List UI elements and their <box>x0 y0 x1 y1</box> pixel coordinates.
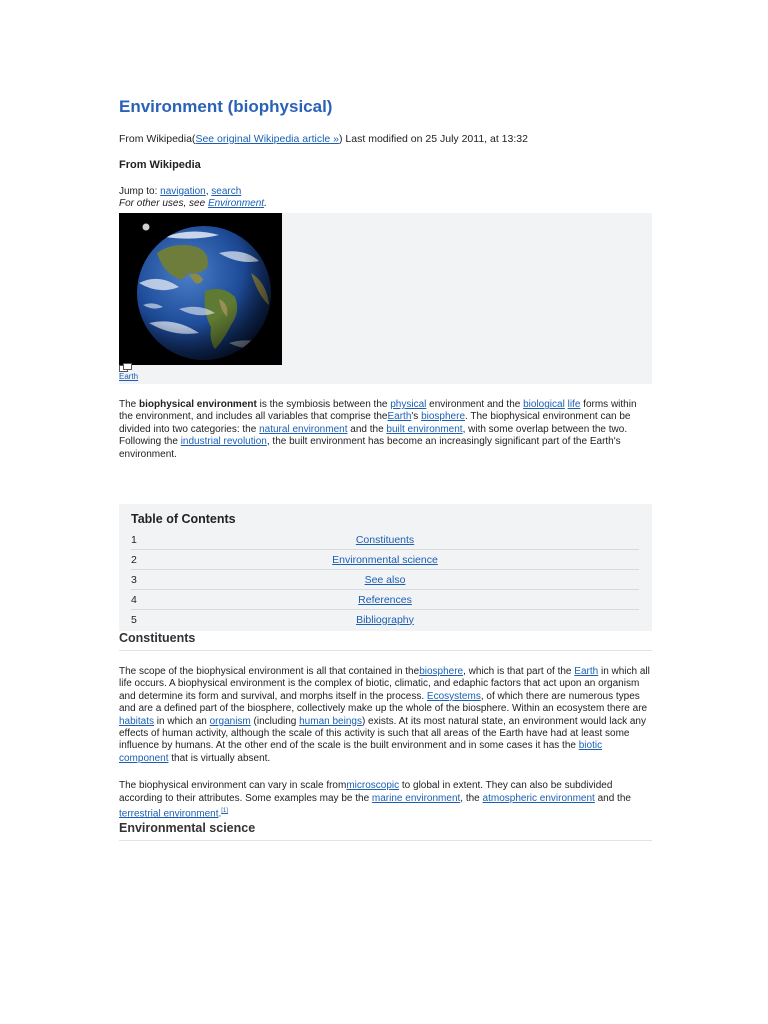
meta-prefix: From Wikipedia( <box>119 133 196 145</box>
text: The scope of the biophysical environment is all that contained in the <box>119 666 420 678</box>
jump-prefix: Jump to: <box>119 186 161 197</box>
text: (including <box>250 715 300 727</box>
from-wikipedia-heading: From Wikipedia <box>119 159 201 171</box>
physical-link[interactable]: physical <box>390 399 427 410</box>
biosphere-link[interactable]: biosphere <box>419 666 464 678</box>
text: environment and the <box>426 399 524 410</box>
atmospheric-environment-link[interactable]: atmospheric environment <box>482 792 595 804</box>
bold-term: biophysical environment <box>139 399 257 410</box>
text: and the <box>347 423 387 435</box>
human-beings-link[interactable]: human beings <box>299 715 362 727</box>
constituents-paragraph-2 <box>119 780 652 821</box>
built-environment-link[interactable]: built environment <box>386 423 463 435</box>
toc-number: 1 <box>131 533 137 546</box>
text: to global in extent. They can also be subdivided according to their attributes. Some examples may be the <box>119 780 613 804</box>
earth-globe-graphic <box>119 213 282 365</box>
toc-link-environmental-science[interactable]: Environmental science <box>332 553 438 566</box>
text: that is virtually absent. <box>168 752 271 764</box>
toc-number: 4 <box>131 593 137 606</box>
environment-disambig-link[interactable]: Environment <box>207 198 265 209</box>
microscopic-link[interactable]: microscopic <box>346 780 400 792</box>
page-title: Environment (biophysical) <box>119 97 333 116</box>
navigation-link[interactable]: navigation <box>160 186 206 197</box>
biological-link[interactable]: biological <box>523 399 565 410</box>
toc-link-see-also[interactable]: See also <box>364 573 406 586</box>
text: The <box>119 399 140 410</box>
text: forms within the environment, and includes all variables that comprise the <box>119 399 637 423</box>
text: and the <box>594 792 631 804</box>
biosphere-link[interactable]: biosphere <box>421 411 465 423</box>
text: ) exists. At its most natural state, an environment would lack any effects of human activity, although the scale of this activity is such that all areas of the Earth have had at least some influence by humans. At the other end of the scale is the built environment and in some cases it has the <box>119 715 646 752</box>
toc-link-constituents[interactable]: Constituents <box>355 533 415 546</box>
earth-link[interactable]: Earth <box>574 666 599 678</box>
earth-caption-link[interactable]: Earth <box>119 372 139 381</box>
search-link[interactable]: search <box>211 186 242 197</box>
toc-item <box>131 530 639 550</box>
meta-suffix: ) Last modified on 25 July 2011, at 13:32 <box>339 133 528 145</box>
section-heading-constituents: Constituents <box>119 631 652 651</box>
original-article-link[interactable]: See original Wikipedia article » <box>195 133 340 145</box>
table-of-contents <box>119 504 652 631</box>
toc-link-bibliography[interactable]: Bibliography <box>356 613 414 626</box>
other-uses-note <box>119 198 652 210</box>
text: The biophysical environment can vary in scale from <box>119 780 347 792</box>
marine-environment-link[interactable]: marine environment <box>371 792 461 804</box>
jump-sep: , <box>205 186 212 197</box>
section-heading-environmental-science: Environmental science <box>119 821 652 841</box>
enlarge-icon[interactable] <box>119 363 132 372</box>
organism-link[interactable]: organism <box>209 715 251 727</box>
text: , the built environment has become an increasingly significant part of the Earth's environment. <box>119 436 621 460</box>
toc-item <box>131 590 639 610</box>
life-link[interactable]: life <box>567 399 581 410</box>
figure-caption <box>119 363 138 382</box>
other-uses-suffix: . <box>264 198 267 209</box>
text: . The biophysical environment can be divided into two categories: the <box>119 411 631 435</box>
habitats-link[interactable]: habitats <box>119 715 155 727</box>
toc-number: 3 <box>131 573 137 586</box>
jump-links <box>119 186 652 210</box>
toc-link-references[interactable]: References <box>358 593 412 606</box>
natural-environment-link[interactable]: natural environment <box>259 423 348 435</box>
toc-item <box>131 610 639 629</box>
industrial-revolution-link[interactable]: industrial revolution <box>180 436 267 448</box>
text: 's <box>411 411 422 423</box>
reference-link[interactable]: [1] <box>221 808 228 815</box>
text: in which all life occurs. A biophysical environment is the complex of biotic, climatic, and edaphic factors that act upon an organism and determine its form and survival, and morphs itself in the process. <box>119 666 650 702</box>
toc-title: Table of Contents <box>131 512 236 527</box>
other-uses-prefix: For other uses, see <box>119 198 208 209</box>
text: in which an <box>154 715 210 727</box>
ecosystems-link[interactable]: Ecosystems <box>426 690 481 702</box>
biotic-component-link[interactable]: biotic component <box>119 740 603 764</box>
text: , with some overlap between the two. Following the <box>119 423 628 448</box>
text: , which is that part of the <box>463 666 575 678</box>
toc-item <box>131 550 639 570</box>
article <box>119 96 652 841</box>
terrestrial-environment-link[interactable]: terrestrial environment <box>119 808 219 820</box>
earth-link[interactable]: Earth <box>387 411 412 423</box>
earth-image[interactable] <box>119 213 282 365</box>
article-meta <box>119 132 652 146</box>
toc-item <box>131 570 639 590</box>
text: , the <box>460 792 483 804</box>
constituents-paragraph-1 <box>119 666 652 765</box>
intro-paragraph <box>119 399 652 461</box>
text: . <box>218 808 222 820</box>
toc-number: 2 <box>131 553 137 566</box>
toc-number: 5 <box>131 613 137 626</box>
earth-figure <box>119 213 652 384</box>
text: is the symbiosis between the <box>256 399 391 410</box>
text: , of which there are numerous types and are a defined part of the biosphere, collectively make up the whole of the biosphere. Within an ecosystem there are <box>119 690 648 715</box>
